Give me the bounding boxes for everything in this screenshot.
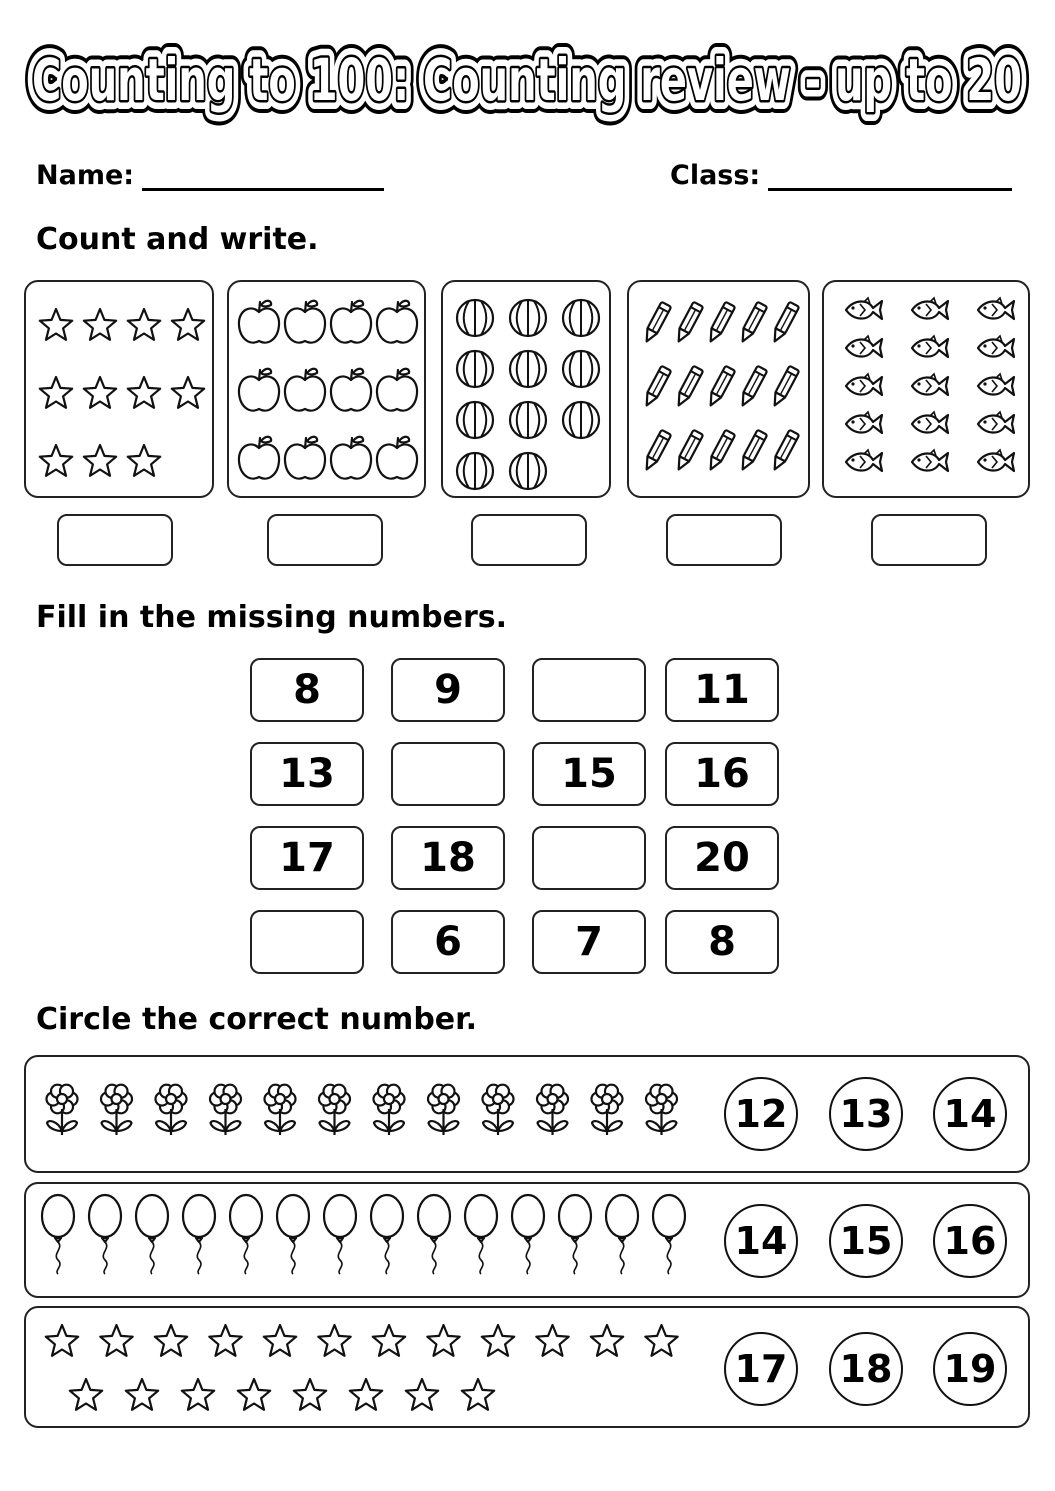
number-box: 6 bbox=[391, 910, 505, 974]
number-option[interactable]: 14 bbox=[933, 1077, 1007, 1151]
number-box: 13 bbox=[250, 742, 364, 806]
star-icon bbox=[427, 1325, 459, 1356]
apple-icon bbox=[331, 301, 371, 343]
flower-icon bbox=[537, 1085, 568, 1135]
balloon-icon bbox=[89, 1195, 121, 1274]
pencil-icon bbox=[674, 366, 703, 408]
ball-icon bbox=[563, 351, 599, 387]
circle-row-balloons bbox=[24, 1182, 1030, 1298]
circle-number-heading: Circle the correct number. bbox=[36, 1002, 478, 1037]
star-icon bbox=[182, 1379, 214, 1410]
answer-box-1[interactable] bbox=[57, 514, 173, 566]
pencil-icon bbox=[738, 302, 767, 344]
pencil-icon bbox=[642, 430, 671, 472]
pencil-icon bbox=[674, 302, 703, 344]
balloon-icon bbox=[230, 1195, 262, 1274]
star-icon bbox=[84, 445, 116, 476]
number-option[interactable]: 12 bbox=[724, 1077, 798, 1151]
balloon-icon bbox=[42, 1195, 74, 1274]
pencil-icon bbox=[770, 430, 799, 472]
apple-icon bbox=[239, 301, 279, 343]
fish-icon bbox=[912, 374, 948, 395]
ball-icon bbox=[510, 300, 546, 336]
star-icon bbox=[172, 377, 204, 408]
number-option[interactable]: 17 bbox=[724, 1332, 798, 1406]
ball-icon bbox=[457, 402, 493, 438]
star-icon bbox=[318, 1325, 350, 1356]
fish-icon bbox=[978, 336, 1014, 357]
number-box: 16 bbox=[665, 742, 779, 806]
ball-icon bbox=[510, 402, 546, 438]
star-icon bbox=[155, 1325, 187, 1356]
count-card-stars bbox=[24, 280, 214, 498]
circle-row-flowers bbox=[24, 1055, 1030, 1173]
number-box: 7 bbox=[532, 910, 646, 974]
ball-icon bbox=[457, 351, 493, 387]
number-option[interactable]: 13 bbox=[829, 1077, 903, 1151]
star-icon bbox=[238, 1379, 270, 1410]
number-box: 8 bbox=[250, 658, 364, 722]
fish-icon bbox=[846, 412, 882, 433]
star-icon bbox=[536, 1325, 568, 1356]
fish-icon bbox=[978, 450, 1014, 471]
star-icon bbox=[591, 1325, 623, 1356]
pencil-icon bbox=[738, 430, 767, 472]
fish-icon bbox=[846, 450, 882, 471]
ball-icon bbox=[457, 453, 493, 489]
balloon-icon bbox=[277, 1195, 309, 1274]
count-card-balls bbox=[441, 280, 611, 498]
flower-icon bbox=[156, 1085, 187, 1135]
flower-icon bbox=[428, 1085, 459, 1135]
apple-icon bbox=[377, 369, 417, 411]
flower-icon bbox=[646, 1085, 677, 1135]
star-icon bbox=[406, 1379, 438, 1410]
balloon-icon bbox=[371, 1195, 403, 1274]
answer-box-5[interactable] bbox=[871, 514, 987, 566]
fish-icon bbox=[912, 412, 948, 433]
balloon-icon bbox=[324, 1195, 356, 1274]
class-label: Class: bbox=[670, 160, 761, 191]
fish-icon bbox=[846, 298, 882, 319]
star-icon bbox=[40, 445, 72, 476]
number-box-blank[interactable] bbox=[250, 910, 364, 974]
flower-icon bbox=[265, 1085, 296, 1135]
svg-text:Counting to 100: Counting revi: Counting to 100: Counting review - up to 20 bbox=[32, 46, 1022, 114]
star-icon bbox=[482, 1325, 514, 1356]
balloon-icon bbox=[559, 1195, 591, 1274]
fish-icon bbox=[912, 336, 948, 357]
number-box-blank[interactable] bbox=[532, 658, 646, 722]
flower-icon bbox=[319, 1085, 350, 1135]
answer-box-4[interactable] bbox=[666, 514, 782, 566]
apple-icon bbox=[331, 369, 371, 411]
class-input-line[interactable] bbox=[768, 164, 1012, 191]
worksheet-title bbox=[0, 6, 1055, 146]
apple-icon bbox=[377, 301, 417, 343]
number-box-blank[interactable] bbox=[532, 826, 646, 890]
number-box: 20 bbox=[665, 826, 779, 890]
apple-icon bbox=[285, 369, 325, 411]
number-box: 18 bbox=[391, 826, 505, 890]
number-option[interactable]: 19 bbox=[933, 1332, 1007, 1406]
count-write-heading: Count and write. bbox=[36, 222, 319, 257]
balloon-icon bbox=[653, 1195, 685, 1274]
fish-icon bbox=[978, 298, 1014, 319]
star-icon bbox=[84, 309, 116, 340]
apple-icon bbox=[239, 369, 279, 411]
flower-icon bbox=[210, 1085, 241, 1135]
fish-icon bbox=[978, 374, 1014, 395]
flower-icon bbox=[47, 1085, 78, 1135]
number-box: 9 bbox=[391, 658, 505, 722]
balloon-icon bbox=[136, 1195, 168, 1274]
balloon-icon bbox=[606, 1195, 638, 1274]
star-icon bbox=[70, 1379, 102, 1410]
pencil-icon bbox=[770, 366, 799, 408]
pencil-icon bbox=[706, 430, 735, 472]
balloon-icon bbox=[512, 1195, 544, 1274]
star-icon bbox=[209, 1325, 241, 1356]
balloon-icon bbox=[418, 1195, 450, 1274]
star-icon bbox=[40, 377, 72, 408]
svg-text:Counting to 100: Counting revi: Counting to 100: Counting review - up to 20 bbox=[32, 46, 1022, 114]
star-icon bbox=[294, 1379, 326, 1410]
star-icon bbox=[350, 1379, 382, 1410]
number-option[interactable]: 15 bbox=[829, 1204, 903, 1278]
count-card-apples bbox=[227, 280, 426, 498]
name-label: Name: bbox=[36, 160, 135, 191]
class-field bbox=[670, 160, 1012, 191]
number-option[interactable]: 18 bbox=[829, 1332, 903, 1406]
flower-icon bbox=[483, 1085, 514, 1135]
pencil-icon bbox=[642, 366, 671, 408]
star-icon bbox=[128, 445, 160, 476]
balloon-icon bbox=[183, 1195, 215, 1274]
missing-numbers-heading: Fill in the missing numbers. bbox=[36, 600, 508, 635]
name-field bbox=[36, 160, 384, 191]
number-option[interactable]: 14 bbox=[724, 1204, 798, 1278]
pencil-icon bbox=[706, 302, 735, 344]
number-box-blank[interactable] bbox=[391, 742, 505, 806]
star-icon bbox=[84, 377, 116, 408]
fish-icon bbox=[846, 374, 882, 395]
star-icon bbox=[128, 377, 160, 408]
count-card-fish bbox=[822, 280, 1030, 498]
flower-icon bbox=[374, 1085, 405, 1135]
star-icon bbox=[462, 1379, 494, 1410]
pencil-icon bbox=[738, 366, 767, 408]
flower-icon bbox=[101, 1085, 132, 1135]
ball-icon bbox=[510, 453, 546, 489]
star-icon bbox=[46, 1325, 78, 1356]
star-icon bbox=[128, 309, 160, 340]
title-text: Counting to 100: Counting review - up to 20 bbox=[32, 46, 1022, 114]
star-icon bbox=[264, 1325, 296, 1356]
pencil-icon bbox=[674, 430, 703, 472]
pencil-icon bbox=[706, 366, 735, 408]
apple-icon bbox=[285, 301, 325, 343]
ball-icon bbox=[563, 402, 599, 438]
star-icon bbox=[645, 1325, 677, 1356]
apple-icon bbox=[239, 437, 279, 479]
fish-icon bbox=[846, 336, 882, 357]
fish-icon bbox=[912, 298, 948, 319]
number-box: 17 bbox=[250, 826, 364, 890]
number-box: 8 bbox=[665, 910, 779, 974]
star-icon bbox=[126, 1379, 158, 1410]
number-box: 15 bbox=[532, 742, 646, 806]
apple-icon bbox=[331, 437, 371, 479]
count-card-pencils bbox=[627, 280, 810, 498]
ball-icon bbox=[563, 300, 599, 336]
apple-icon bbox=[285, 437, 325, 479]
ball-icon bbox=[510, 351, 546, 387]
apple-icon bbox=[377, 437, 417, 479]
answer-box-2[interactable] bbox=[267, 514, 383, 566]
star-icon bbox=[100, 1325, 132, 1356]
answer-box-3[interactable] bbox=[471, 514, 587, 566]
number-option[interactable]: 16 bbox=[933, 1204, 1007, 1278]
fish-icon bbox=[912, 450, 948, 471]
ball-icon bbox=[457, 300, 493, 336]
flower-icon bbox=[592, 1085, 623, 1135]
pencil-icon bbox=[770, 302, 799, 344]
pencil-icon bbox=[642, 302, 671, 344]
balloon-icon bbox=[465, 1195, 497, 1274]
star-icon bbox=[172, 309, 204, 340]
star-icon bbox=[40, 309, 72, 340]
fish-icon bbox=[978, 412, 1014, 433]
circle-row-stars bbox=[24, 1306, 1030, 1428]
name-input-line[interactable] bbox=[142, 164, 384, 191]
star-icon bbox=[373, 1325, 405, 1356]
number-box: 11 bbox=[665, 658, 779, 722]
